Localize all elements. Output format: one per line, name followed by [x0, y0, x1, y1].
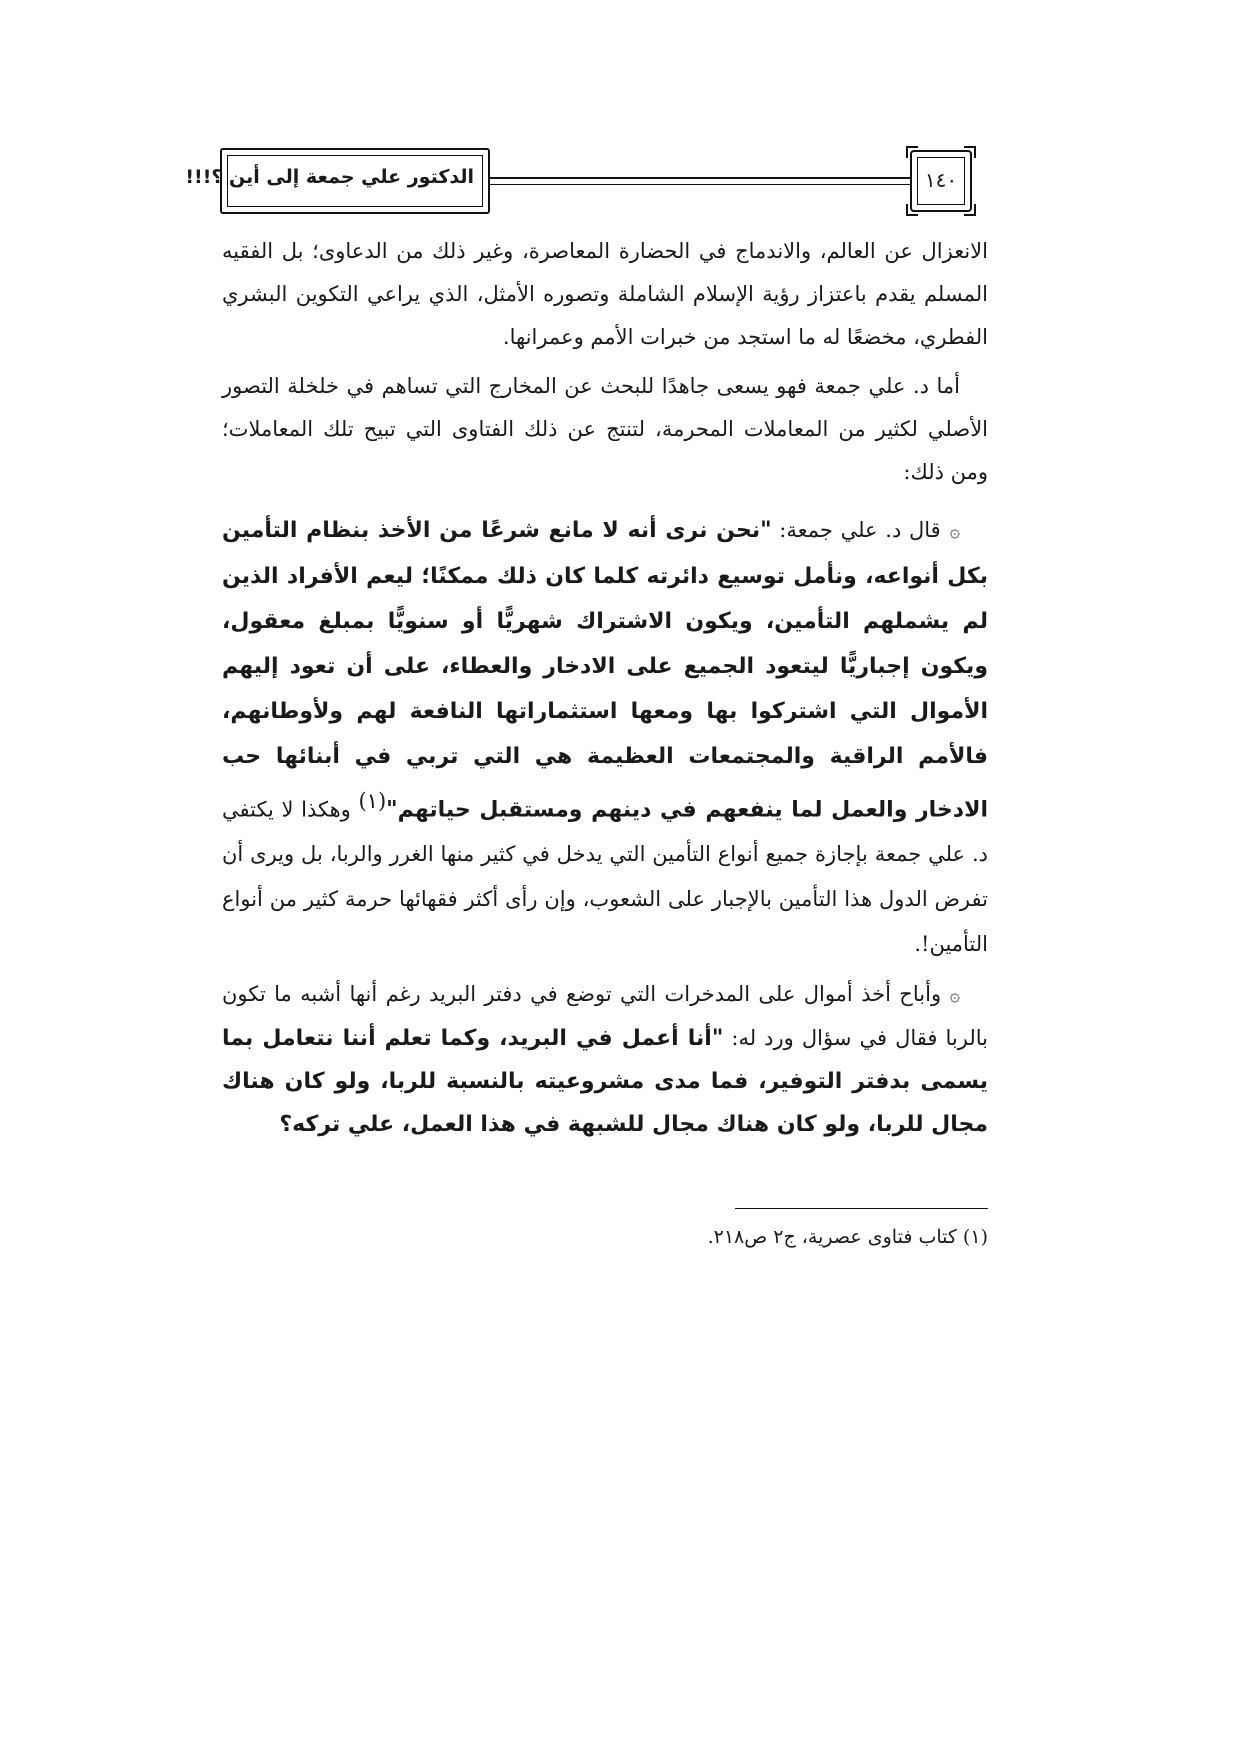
paragraph-insurance-quote [222, 508, 988, 967]
flower-bullet-icon: ۞ [949, 521, 960, 542]
paragraph-continuation: الانعزال عن العالم، والاندماج في الحضارة المعاصرة، وغير ذلك من الدعاوى؛ بل الفقيه المسلم يقدم باعتزاز رؤية الإسلام الشاملة وتصوره الأمثل، الذي يراعي التكوين البشري الفطري، مخضعًا له ما استجد من خبرات الأمم وعمرانها. [222, 239, 988, 349]
frame-corner-ornament [906, 146, 918, 158]
footnote-reference[interactable]: (١) [358, 789, 387, 813]
frame-corner-ornament [906, 204, 918, 216]
page-number: ١٤٠ [924, 168, 958, 192]
running-title-frame [185, 148, 490, 214]
flower-bullet-icon: ۞ [949, 985, 960, 1007]
paragraph-post-quote [222, 973, 988, 1146]
quote-lead: وأباح أخذ أموال على المدخرات التي توضع في دفتر البريد رغم أنها أشبه ما تكون بالربا فقال في سؤال ورد له: [222, 982, 988, 1051]
header-rule-thick [490, 177, 910, 179]
commentary-text: وهكذا لا يكتفي د. علي جمعة بإجازة جميع أنواع التأمين التي يدخل في كثير منها الغرر والربا، بل ويرى أن تفرض الدول هذا التأمين بالإجبار على الشعوب، وإن رأى أكثر فقهائها حرمة كثير من أنواع التأمين!. [222, 797, 988, 957]
page-body [222, 230, 988, 1146]
quote-text: "أنا أعمل في البريد، وكما تعلم أننا نتعامل بما يسمى بدفتر التوفير، فما مدى مشروعيته بالنسبة للربا، ولو كان هناك مجال للربا، ولو كان هناك مجال للشبهة في هذا العمل، علي تركه؟ [222, 1026, 988, 1138]
paragraph-intro: أما د. علي جمعة فهو يسعى جاهدًا للبحث عن المخارج التي تساهم في خلخلة التصور الأصلي لكثير من المعاملات المحرمة، لتنتج عن ذلك الفتاوى التي تبيح تلك المعاملات؛ ومن ذلك: [222, 374, 988, 484]
quote-text: "نحن نرى أنه لا مانع شرعًا من الأخذ بنظام التأمين بكل أنواعه، ونأمل توسيع دائرته كلما كان ذلك ممكنًا؛ ليعم الأفراد الذين لم يشملهم التأمين، ويكون الاشتراك شهريًّا أو سنويًّا بمبلغ معقول، ويكون إجباريًّا ليتعود الجميع على الادخار والعطاء، على أن تعود إليهم الأموال التي اشتركوا بها ومعها استثماراتها النافعة لهم ولأوطانهم، فالأمم الراقية والمجتمعات العظيمة هي التي تربي في أبنائها حب الادخار والعمل لما ينفعهم في دينهم ومستقبل حياتهم" [222, 518, 989, 823]
frame-corner-ornament [964, 204, 976, 216]
page-number-frame [910, 150, 972, 212]
header-rule-thin [490, 184, 910, 185]
running-title: الدكتور علي جمعة إلى أين ؟!!! [185, 166, 474, 188]
quote-lead: قال د. علي جمعة: [771, 518, 941, 542]
footnote: (١) كتاب فتاوى عصرية، ج٢ ص٢١٨. [707, 1226, 988, 1248]
page-header [185, 148, 990, 218]
frame-corner-ornament [964, 146, 976, 158]
footnote-separator [735, 1208, 988, 1209]
